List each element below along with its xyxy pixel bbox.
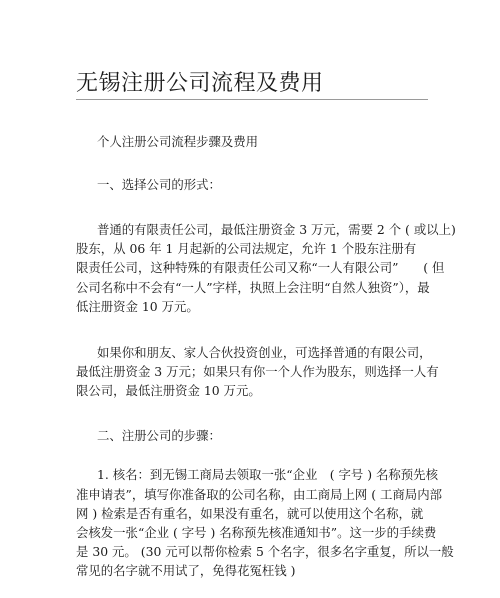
paragraph-line: 如果你和朋友、家人合伙投资创业，可选择普通的有限公司，: [97, 345, 432, 360]
paragraph-line: 会核发一张“企业 ( 字号 ) 名称预先核准通知书”。这一步的手续费: [76, 525, 437, 540]
paragraph-line: 1. 核名：到无锡工商局去领取一张“企业 ( 字号 ) 名称预先核: [97, 467, 438, 482]
paragraph-line: 限公司，最低注册资金 10 万元。: [76, 383, 261, 398]
section-heading-1: 一、选择公司的形式：: [97, 177, 221, 192]
title-divider: [76, 99, 428, 100]
paragraph-line: 常见的名字就不用试了，免得花冤枉钱 ): [76, 563, 296, 578]
document-title: 无锡注册公司流程及费用: [76, 71, 324, 96]
paragraph-line: 是 30 元。 (30 元可以帮你检索 5 个名字，很多名字重复，所以一般: [76, 544, 454, 559]
paragraph-line: 准申请表”，填写你准备取的公司名称，由工商局上网 ( 工商局内部: [76, 487, 442, 502]
paragraph-line: 低注册资金 10 万元。: [76, 299, 199, 314]
paragraph-line: 最低注册资金 3 万元；如果只有你一个人作为股东，则选择一人有: [76, 364, 439, 379]
subtitle: 个人注册公司流程步骤及费用: [97, 134, 259, 149]
paragraph-line: 限责任公司，这种特殊的有限责任公司又称“一人有限公司” ( 但: [76, 260, 445, 275]
paragraph-line: 公司名称中不会有“一人”字样，执照上会注明“自然人独资”），最: [76, 280, 430, 295]
paragraph-line: 普通的有限责任公司，最低注册资金 3 万元，需要 2 个 ( 或以上): [97, 222, 456, 237]
section-heading-2: 二、注册公司的步骤：: [97, 428, 221, 443]
paragraph-line: 股东，从 06 年 1 月起新的公司法规定，允许 1 个股东注册有: [76, 241, 417, 256]
paragraph-line: 网 ) 检索是否有重名，如果没有重名，就可以使用这个名称，就: [76, 506, 424, 521]
